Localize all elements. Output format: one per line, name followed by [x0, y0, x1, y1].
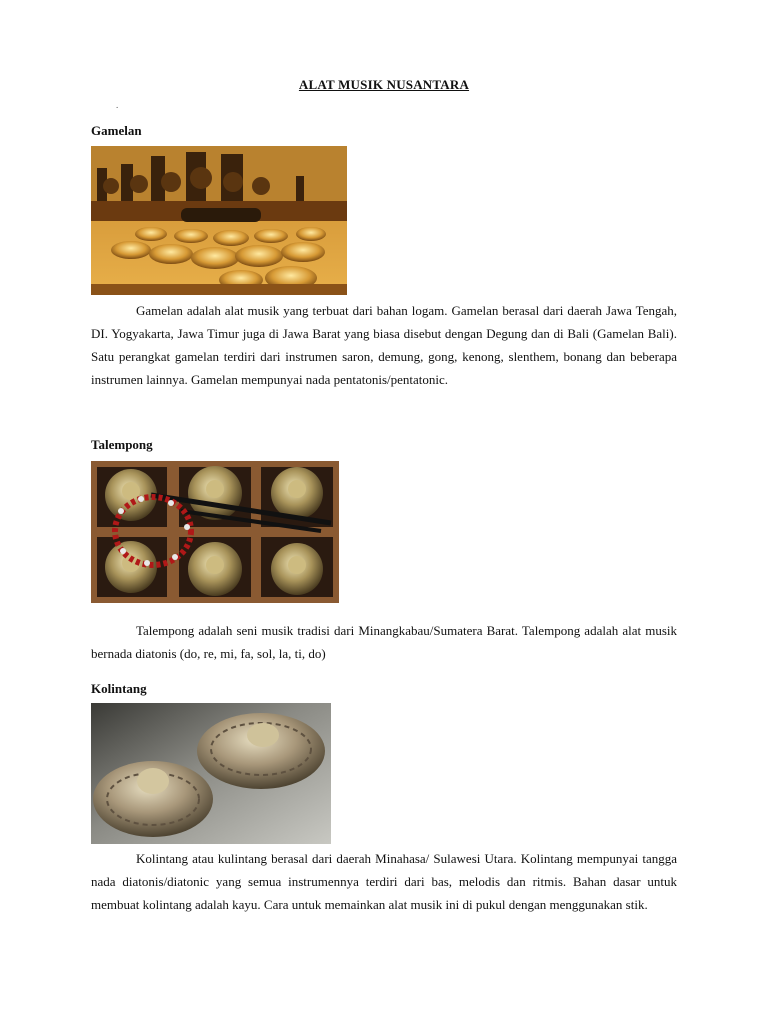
- document-title: ALAT MUSIK NUSANTARA: [298, 77, 470, 92]
- stray-mark: .: [116, 100, 119, 110]
- paragraph-gamelan: Gamelan adalah alat musik yang terbuat dari bahan logam. Gamelan berasal dari daerah Jawa Tengah, DI. Yogyakarta, Jawa Timur juga di Jawa Barat yang biasa disebut dengan Degung dan di Bali (Gamelan Bali). Satu perangkat gamelan terdiri dari instrumen saron, demung, gong, kenong, slenthem, bonang dan beberapa instrumen lainnya. Gamelan mempunyai nada pentatonis/pentatonic.: [91, 303, 677, 387]
- gamelan-photo: [91, 146, 347, 295]
- paragraph-kolintang: Kolintang atau kulintang berasal dari daerah Minahasa/ Sulawesi Utara. Kolintang mempunyai tangga nada diatonis/diatonic yang semua instrumennya terdiri dari bas, melodis dan ritmis. Bahan dasar untuk membuat kolintang adalah kayu. Cara untuk memainkan alat musik ini di pukul dengan menggunakan stik.: [91, 851, 677, 912]
- kolintang-photo: [91, 703, 331, 844]
- heading-kolintang: Kolintang: [91, 681, 147, 696]
- heading-talempong: Talempong: [91, 437, 153, 452]
- heading-gamelan: Gamelan: [91, 123, 142, 138]
- paragraph-talempong: Talempong adalah seni musik tradisi dari Minangkabau/Sumatera Barat. Talempong adalah alat musik bernada diatonis (do, re, mi, fa, sol, la, ti, do): [91, 623, 677, 661]
- talempong-photo: [91, 461, 339, 603]
